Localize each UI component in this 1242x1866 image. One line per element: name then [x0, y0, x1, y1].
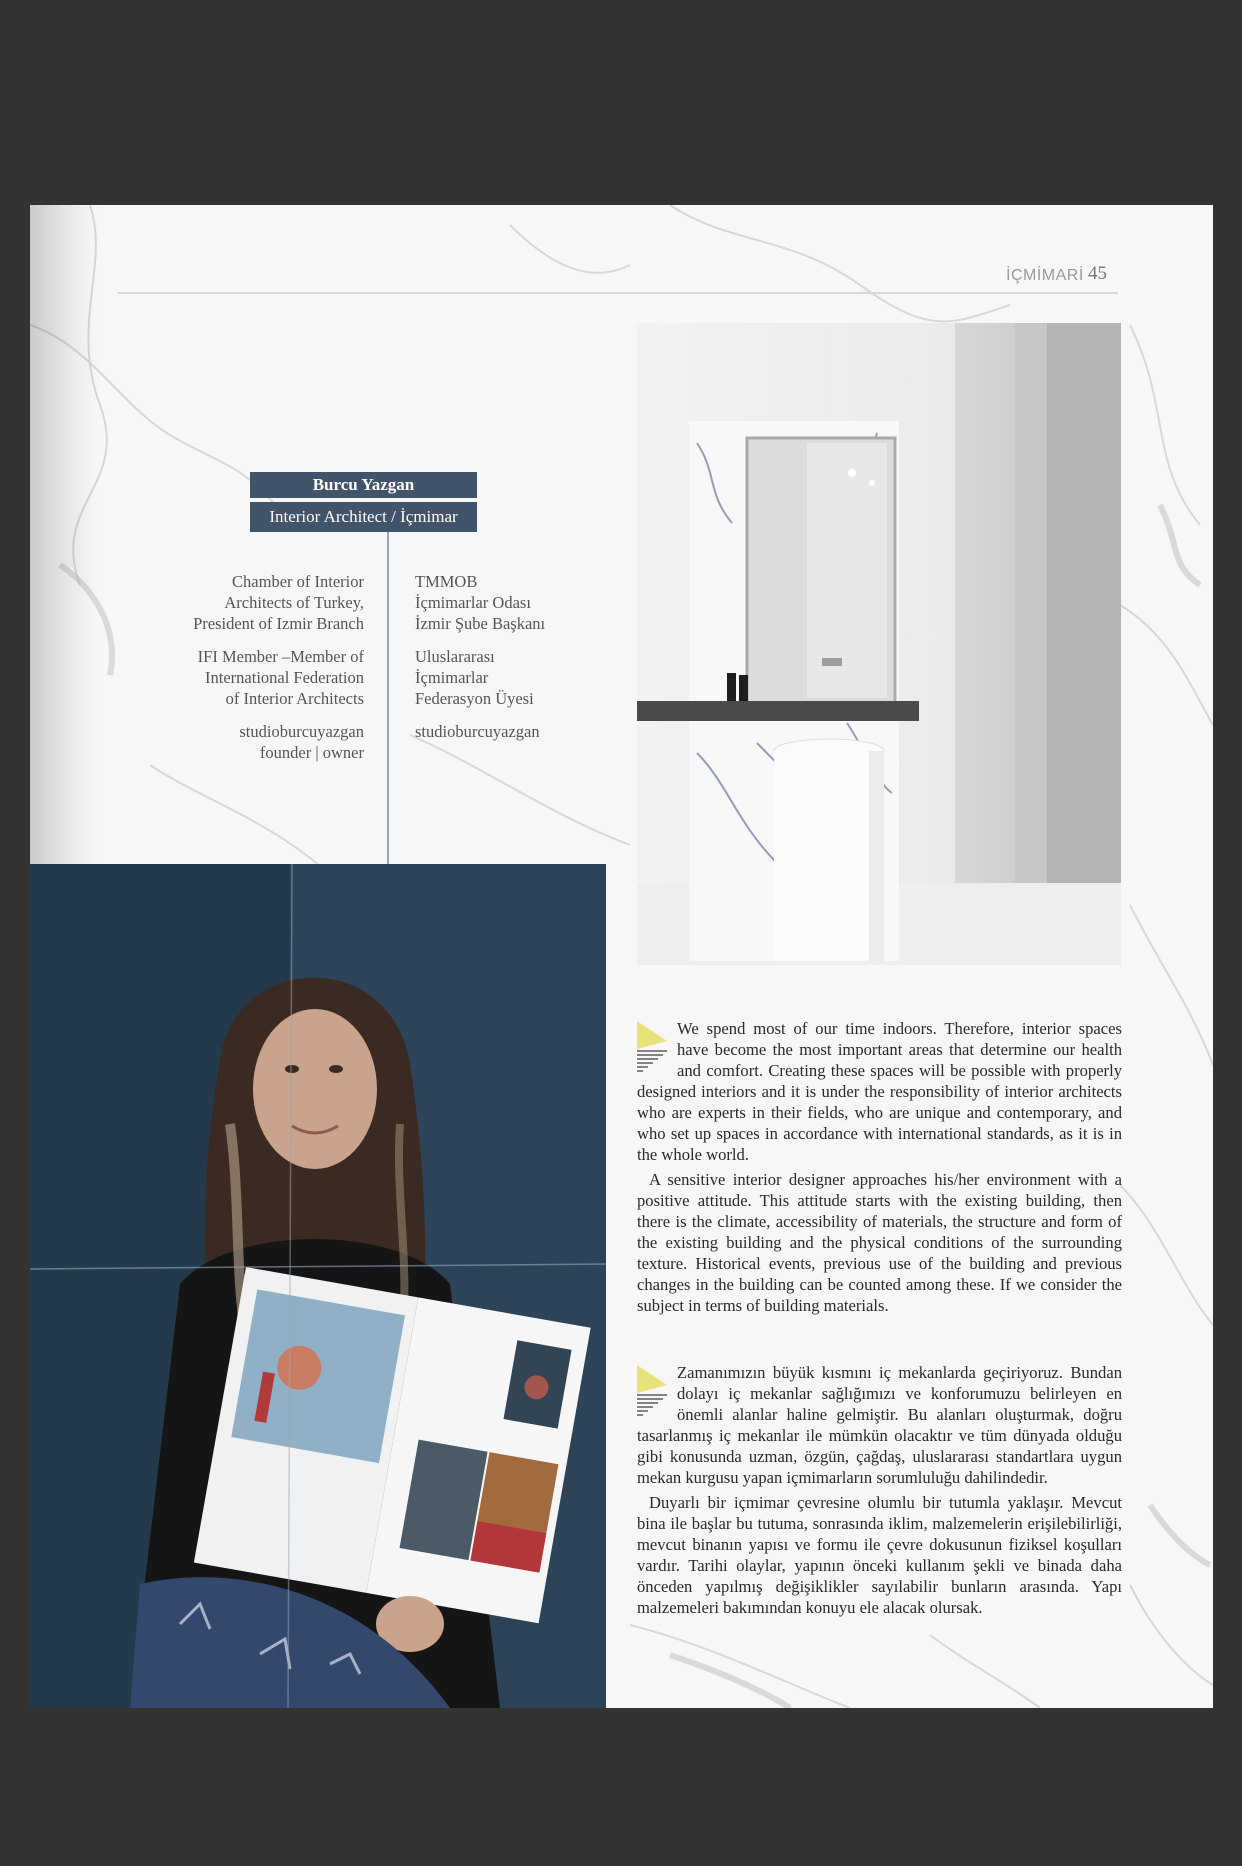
- connector-line: [387, 532, 389, 914]
- article-turkish: [637, 1362, 1122, 1618]
- credential-en-2: IFI Member –Member of International Federation of Interior Architects: [197, 647, 364, 708]
- profile-name: Burcu Yazgan: [250, 472, 477, 498]
- section-title: İÇMİMARİ: [1006, 267, 1084, 284]
- credential-tr-3: studioburcuyazgan: [415, 722, 540, 741]
- article-tr-paragraph-1: Zamanımızın büyük kısmını iç mekanlarda geçiriyoruz. Bundan dolayı iç mekanlar sağlığımızı ve konforumuzu belirleyen en önemli alanlar haline gelmiştir. Bu alanları oluşturmak, doğru tasarlanmış iç mekanlar ile mümkün olacaktır ve tüm dünyada olduğu gibi konusunda uzman, özgün, çağdaş, uluslararası standartlara uygun mekan kurgusu yapan içmimarların sorumluluğu dahilindedir.: [637, 1363, 1122, 1487]
- page-number: 45: [1088, 263, 1107, 284]
- credential-tr-1: TMMOB İçmimarlar Odası İzmir Şube Başkanı: [415, 572, 546, 633]
- credential-en-3: studioburcuyazgan founder | owner: [239, 722, 364, 762]
- article-tr-paragraph-2: Duyarlı bir içmimar çevresine olumlu bir tutumla yaklaşır. Mevcut bina ile başlar bu tutuma, sonrasında iklim, malzemelerin erişilebilirliği, mevcut binanın yapısı ve formu ile çevre dokusunun fiziksel koşulları vardır. Tarihi olaylar, yapının önceki kullanım şekli ve binada daha önceden yapılmış değişiklikler sayılabilir bunların arasında. Yapı malzemeleri bakımından konuyu ele alacak olursak.: [637, 1493, 1122, 1617]
- bathroom-photo: [637, 323, 1121, 965]
- header-rule: [118, 292, 1118, 294]
- profile-role: Interior Architect / İçmimar: [250, 502, 477, 532]
- article-english: [637, 1018, 1122, 1316]
- portrait-photo: [30, 864, 606, 1708]
- article-en-paragraph-2: A sensitive interior designer approaches his/her environment with a positive attitude. This attitude starts with the existing building, then there is the climate, accessibility of materials, the structure and form of the existing building and the physical conditions of the surrounding texture. Historical events, previous use of the building and previous changes in the building can be counted among these. If we consider the subject in terms of building materials.: [637, 1170, 1122, 1315]
- credential-en-1: Chamber of Interior Architects of Turkey, President of Izmir Branch: [193, 572, 364, 633]
- credential-tr-2: Uluslararası İçmimarlar Federasyon Üyesi: [415, 647, 534, 708]
- magazine-page: [30, 205, 1213, 1708]
- article-en-paragraph-1: We spend most of our time indoors. Therefore, interior spaces have become the most important areas that determine our health and comfort. Creating these spaces will be possible with properly designed interiors and it is under the responsibility of interior architects who are experts in their fields, who are unique and contemporary, and who set up spaces in accordance with international standards, as it is in the whole world.: [637, 1019, 1122, 1164]
